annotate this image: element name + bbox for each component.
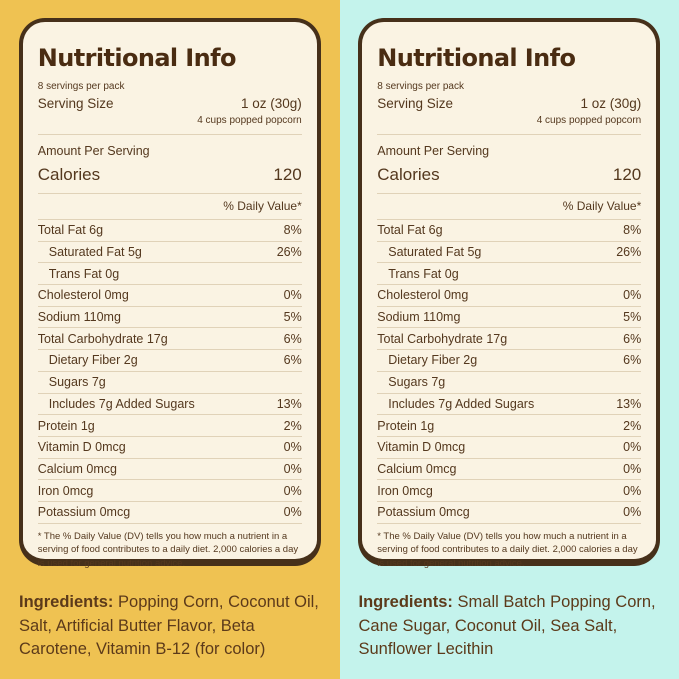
- nutrient-label: Trans Fat 0g: [388, 266, 459, 281]
- nutrient-daily-value: 6%: [283, 331, 302, 346]
- nutrition-row: [377, 350, 641, 372]
- nutrient-daily-value: 8%: [283, 223, 302, 238]
- nutrition-card-right: [358, 18, 660, 570]
- nutrition-row: [38, 480, 302, 502]
- nutrition-row: [377, 459, 641, 481]
- nutrition-row: [38, 459, 302, 481]
- calories-value: 120: [612, 165, 642, 184]
- nutrient-daily-value: 0%: [283, 483, 302, 498]
- ingredients-label: Ingredients:: [19, 593, 114, 611]
- nutrition-row: [38, 502, 302, 524]
- ingredients-text: Small Batch Popping Corn, Cane Sugar, Coconut Oil, Sea Salt, Sunflower Lecithin: [358, 593, 656, 659]
- nutrition-row: [38, 220, 302, 242]
- nutrition-row: [38, 394, 302, 416]
- divider: [38, 134, 302, 135]
- nutrition-row: [38, 437, 302, 459]
- serving-size-label: Serving Size: [37, 96, 114, 111]
- nutrient-label: Total Fat 6g: [37, 223, 104, 238]
- serving-size-label: Serving Size: [377, 96, 454, 111]
- nutrient-label: Sugars 7g: [388, 375, 446, 390]
- nutrient-label: Total Carbohydrate 17g: [37, 331, 168, 346]
- serving-size-value: 1 oz (30g): [580, 96, 642, 111]
- nutrient-daily-value: 0%: [623, 440, 642, 455]
- nutrient-daily-value: 0%: [283, 505, 302, 520]
- serving-size-row: [377, 96, 641, 111]
- nutrient-daily-value: 0%: [283, 461, 302, 476]
- nutrition-row: [377, 415, 641, 437]
- nutrient-daily-value: 6%: [283, 353, 302, 368]
- nutrient-label: Calcium 0mcg: [377, 461, 457, 476]
- nutrient-label: Total Carbohydrate 17g: [377, 331, 508, 346]
- nutrient-daily-value: 0%: [623, 505, 642, 520]
- servings-per-pack: 8 servings per pack: [377, 81, 464, 92]
- serving-size-value: 1 oz (30g): [240, 96, 302, 111]
- nutrition-row: [377, 307, 641, 329]
- nutrient-label: Iron 0mcg: [377, 483, 433, 498]
- nutrient-label: Iron 0mcg: [37, 483, 94, 498]
- nutrient-daily-value: 0%: [623, 483, 642, 498]
- nutrient-label: Cholesterol 0mg: [37, 288, 129, 303]
- nutrient-daily-value: 0%: [623, 461, 642, 476]
- nutrition-row: [377, 437, 641, 459]
- calories-row: [38, 165, 302, 185]
- nutrient-daily-value: 2%: [623, 418, 642, 433]
- nutrient-label: Potassium 0mcg: [37, 505, 131, 520]
- nutrition-row: [377, 502, 641, 524]
- daily-value-footnote: * The % Daily Value (DV) tells you how much a nutrient in a serving of food contributes to a daily diet. 2,000 calories a day is used for general nutrition advice.: [37, 530, 299, 570]
- card-title: Nutritional Info: [377, 44, 576, 72]
- nutrition-row: [38, 263, 302, 285]
- serving-size-note: 4 cups popped popcorn: [197, 115, 302, 126]
- nutrient-daily-value: 13%: [276, 396, 302, 411]
- nutrient-label: Cholesterol 0mg: [377, 288, 469, 303]
- nutrient-daily-value: 26%: [276, 245, 302, 260]
- nutrient-daily-value: 0%: [283, 440, 302, 455]
- ingredients-right: [340, 591, 679, 662]
- serving-size-row: [38, 96, 302, 111]
- divider: [377, 134, 641, 135]
- nutrient-label: Calcium 0mcg: [37, 461, 117, 476]
- nutrient-label: Saturated Fat 5g: [388, 245, 482, 260]
- amount-per-serving-label: Amount Per Serving: [377, 144, 490, 158]
- nutrition-row: [38, 350, 302, 372]
- nutrition-row: [38, 285, 302, 307]
- nutrition-row: [377, 285, 641, 307]
- nutrient-daily-value: 0%: [283, 288, 302, 303]
- nutrient-label: Sugars 7g: [48, 375, 106, 390]
- nutrient-daily-value: 6%: [623, 353, 642, 368]
- nutrient-label: Potassium 0mcg: [377, 505, 470, 520]
- ingredients-text: Popping Corn, Coconut Oil, Salt, Artificial Butter Flavor, Beta Carotene, Vitamin B-12 (for color): [19, 593, 319, 659]
- nutrition-row: [38, 242, 302, 264]
- nutrition-card-left: [19, 18, 321, 570]
- nutrient-daily-value: 2%: [283, 418, 302, 433]
- nutrition-row: [38, 415, 302, 437]
- nutrient-label: Includes 7g Added Sugars: [388, 396, 535, 411]
- nutrition-row: [377, 480, 641, 502]
- nutrient-daily-value: 0%: [623, 288, 642, 303]
- card-title: Nutritional Info: [37, 44, 236, 72]
- nutrient-label: Vitamin D 0mcg: [37, 440, 126, 455]
- nutrient-daily-value: 5%: [283, 310, 302, 325]
- serving-size-note: 4 cups popped popcorn: [536, 115, 642, 126]
- nutrient-label: Sodium 110mg: [37, 310, 121, 325]
- daily-value-header: % Daily Value*: [377, 194, 641, 220]
- ingredients-left: [0, 591, 340, 662]
- nutrient-label: Trans Fat 0g: [48, 266, 120, 281]
- nutrient-label: Protein 1g: [37, 418, 95, 433]
- nutrient-label: Protein 1g: [377, 418, 435, 433]
- nutrition-row: [38, 372, 302, 394]
- calories-row: [377, 165, 641, 185]
- calories-value: 120: [273, 165, 302, 184]
- nutrient-daily-value: 5%: [623, 310, 642, 325]
- nutrient-rows: [377, 220, 641, 524]
- nutrient-label: Includes 7g Added Sugars: [48, 396, 195, 411]
- servings-per-pack: 8 servings per pack: [37, 81, 125, 92]
- nutrient-label: Dietary Fiber 2g: [388, 353, 478, 368]
- nutrient-label: Saturated Fat 5g: [48, 245, 142, 260]
- nutrition-row: [38, 328, 302, 350]
- nutrition-row: [377, 220, 641, 242]
- calories-label: Calories: [37, 165, 101, 184]
- nutrition-row: [377, 328, 641, 350]
- daily-value-header: % Daily Value*: [38, 194, 302, 220]
- nutrition-row: [38, 307, 302, 329]
- calories-label: Calories: [377, 165, 440, 184]
- nutrient-label: Vitamin D 0mcg: [377, 440, 466, 455]
- nutrition-row: [377, 394, 641, 416]
- panel-right-small-batch: [340, 0, 679, 679]
- nutrition-row: [377, 372, 641, 394]
- nutrient-daily-value: 6%: [623, 331, 642, 346]
- nutrient-daily-value: 26%: [616, 245, 642, 260]
- nutrition-row: [377, 263, 641, 285]
- nutrient-daily-value: 13%: [616, 396, 642, 411]
- nutrient-rows: [38, 220, 302, 524]
- nutrient-label: Total Fat 6g: [377, 223, 443, 238]
- nutrient-daily-value: 8%: [623, 223, 642, 238]
- nutrition-row: [377, 242, 641, 264]
- amount-per-serving-label: Amount Per Serving: [37, 144, 150, 158]
- ingredients-label: Ingredients:: [358, 593, 453, 611]
- nutrient-label: Sodium 110mg: [377, 310, 461, 325]
- nutrient-label: Dietary Fiber 2g: [48, 353, 138, 368]
- daily-value-footnote: * The % Daily Value (DV) tells you how much a nutrient in a serving of food contributes to a daily diet. 2,000 calories a day is used for general nutrition advice.: [377, 530, 638, 570]
